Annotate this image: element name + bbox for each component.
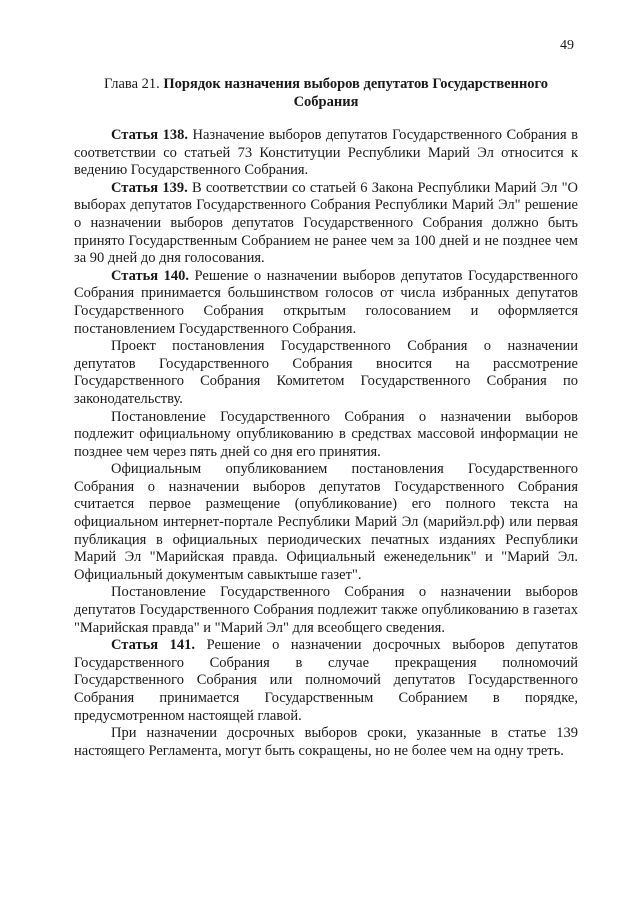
article-number: Статья 138. — [111, 127, 188, 143]
paragraph-text: Решение о назначении выборов депутатов Государственного Собрания принимается большинством голосов от числа избранных депутатов Государственного Собрания открытым голосованием и оформляется постановлением Государственного Собрания. — [74, 267, 578, 337]
page-number: 49 — [560, 38, 574, 53]
paragraph-text: В соответствии со статьей 6 Закона Республики Марий Эл "О выборах депутатов Государственного Собрания Республики Марий Эл" решение о назначении выборов депутатов Государственного Собрания должно быть принято Государственным Собранием не ранее чем за 100 дней и не позднее чем за 90 дней до дня голосования. — [74, 179, 579, 267]
document-body — [74, 127, 578, 760]
article-number: Статья 140. — [111, 267, 189, 284]
paragraph-article-139 — [74, 180, 578, 268]
paragraph-text: Постановление Государственного Собрания о назначении выборов депутатов Государственного Собрания подлежит также опубликованию в газетах "Марийская правда" и "Марий Эл" для всеобщего сведения. — [74, 584, 578, 636]
paragraph — [74, 725, 578, 760]
paragraph — [74, 409, 578, 462]
paragraph — [74, 338, 578, 408]
paragraph-text: При назначении досрочных выборов сроки, указанные в статье 139 настоящего Регламента, могут быть сокращены, но не более чем на одну треть. — [74, 725, 578, 759]
paragraph-text: Решение о назначении досрочных выборов депутатов Государственного Собрания в случае прекращения полномочий Государственного Собрания или полномочий депутатов Государственного Собрания принимается Государственным Собранием в порядке, предусмотренном настоящей главой. — [74, 637, 578, 724]
chapter-title: Порядок назначения выборов депутатов Государственного Собрания — [163, 76, 549, 110]
paragraph-article-141 — [74, 637, 578, 725]
paragraph-article-140 — [74, 268, 578, 338]
chapter-heading — [74, 75, 578, 111]
paragraph — [74, 584, 578, 637]
article-number: Статья 139. — [111, 179, 188, 196]
paragraph-text: Проект постановления Государственного Собрания о назначении депутатов Государственного Собрания вносится на рассмотрение Государственного Собрания Комитетом Государственного Собрания по законодательству. — [74, 338, 578, 407]
paragraph-text: Назначение выборов депутатов Государственного Собрания в соответствии со статьей 73 Конституции Республики Марий Эл относится к ведению Государственного Собрания. — [74, 127, 579, 179]
paragraph-text: Постановление Государственного Собрания о назначении выборов подлежит официальному опубликованию в средствах массовой информации не позднее чем через пять дней со дня его принятия. — [74, 408, 578, 460]
paragraph-text: Официальным опубликованием постановления Государственного Собрания о назначении выборов депутатов Государственного Собрания считается первое размещение (опубликование) его полного текста на официальном интернет-портале Республики Марий Эл (марийэл.рф) или первая публикация в официальных периодических печатных изданиях Республики Марий Эл "Марийская правда. Официальный еженедельник" и "Марий Эл. Официальный документым савыктыше газет". — [74, 461, 578, 583]
paragraph-article-138 — [74, 127, 578, 180]
article-number: Статья 141. — [111, 637, 196, 654]
paragraph — [74, 461, 578, 584]
chapter-number: Глава 21. — [103, 76, 160, 92]
